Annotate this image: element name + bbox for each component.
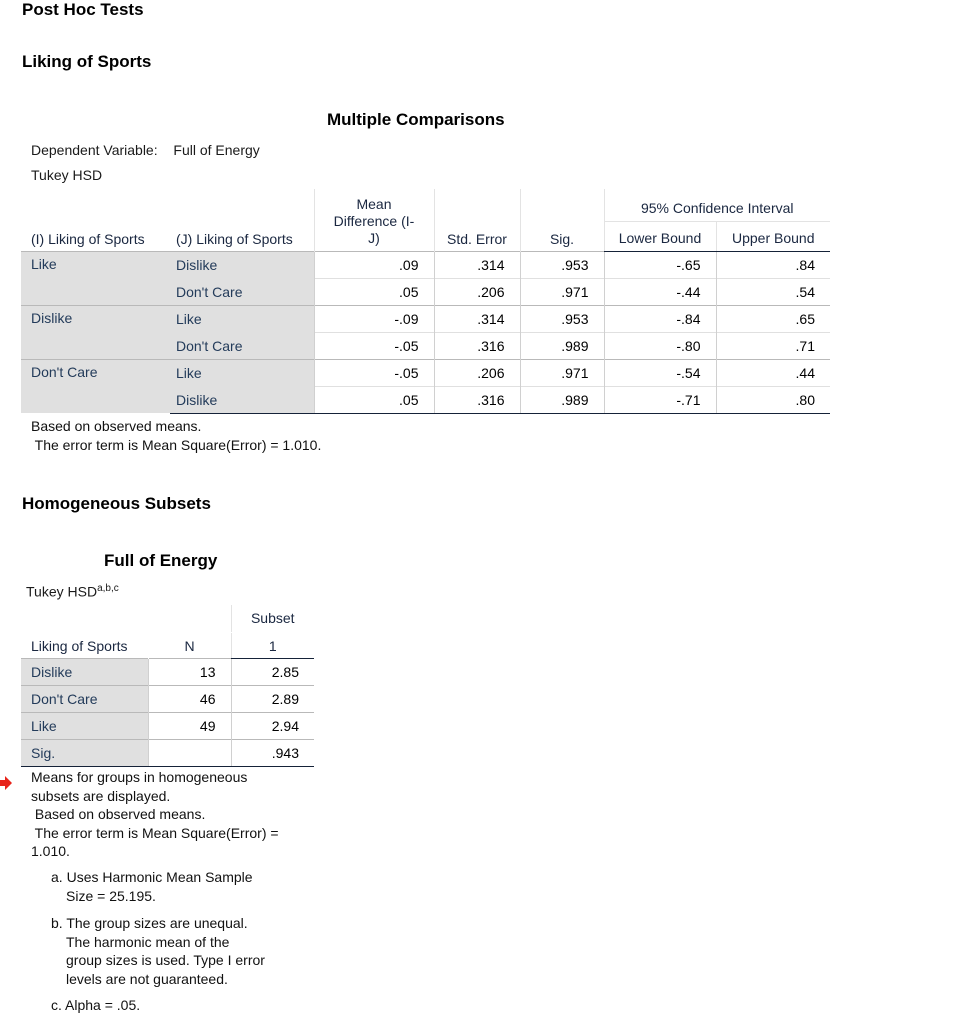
multiple-comparisons-table xyxy=(21,189,830,414)
hs-cell-n: 49 xyxy=(148,712,231,739)
table-row xyxy=(21,359,830,386)
col-subset-1: 1 xyxy=(231,632,314,658)
col-sig: Sig. xyxy=(520,189,604,251)
homogeneous-heading: Homogeneous Subsets xyxy=(22,494,211,513)
col-upper-bound: Upper Bound xyxy=(716,221,830,251)
row-j-label: Don't Care xyxy=(170,332,314,359)
footnote-a xyxy=(51,868,253,905)
col-j-liking: (J) Liking of Sports xyxy=(176,230,293,247)
table-row xyxy=(21,712,314,739)
row-j-label: Dislike xyxy=(170,386,314,413)
hs-cell-n: 13 xyxy=(148,658,231,685)
cell-std-error: .314 xyxy=(434,251,520,278)
mc-footnote-2: The error term is Mean Square(Error) = 1.010. xyxy=(31,437,322,453)
cell-upper: .71 xyxy=(716,332,830,359)
hs-cell-subset: .943 xyxy=(231,739,314,766)
post-hoc-heading: Post Hoc Tests xyxy=(22,0,144,19)
cell-lower: -.65 xyxy=(604,251,716,278)
row-j-label: Dislike xyxy=(170,251,314,278)
cell-lower: -.71 xyxy=(604,386,716,413)
cell-lower: -.80 xyxy=(604,332,716,359)
cell-std-error: .314 xyxy=(434,305,520,332)
footnote-line: The group sizes are unequal. xyxy=(66,915,248,931)
table-row xyxy=(21,739,314,766)
col-confidence-interval: 95% Confidence Interval xyxy=(604,189,830,221)
cell-lower: -.84 xyxy=(604,305,716,332)
row-j-label: Like xyxy=(170,359,314,386)
footnote-line: group sizes is used. Type I error xyxy=(66,952,265,968)
footnote-mark: a. xyxy=(51,869,63,885)
footnote-c xyxy=(51,996,140,1015)
cell-mean-diff: .05 xyxy=(314,386,434,413)
hs-cell-subset: 2.89 xyxy=(231,685,314,712)
cell-std-error: .206 xyxy=(434,359,520,386)
row-j-label: Don't Care xyxy=(170,278,314,305)
table-row xyxy=(21,305,830,332)
footnote-line: levels are not guaranteed. xyxy=(66,970,228,987)
full-of-energy-title: Full of Energy xyxy=(104,551,218,570)
col-group: Liking of Sports xyxy=(31,637,128,654)
cell-upper: .54 xyxy=(716,278,830,305)
hs-row-label: Dislike xyxy=(21,658,148,685)
hs-note-line: Based on observed means. xyxy=(31,806,206,822)
footnote-line: Alpha = .05. xyxy=(65,997,141,1013)
footnote-line: The harmonic mean of the xyxy=(66,933,230,950)
dependent-variable-value: Full of Energy xyxy=(173,142,260,158)
cell-sig: .953 xyxy=(520,251,604,278)
cell-upper: .84 xyxy=(716,251,830,278)
cell-lower: -.54 xyxy=(604,359,716,386)
cell-std-error: .316 xyxy=(434,386,520,413)
hs-note-line: 1.010. xyxy=(31,843,70,859)
homogeneous-subsets-table xyxy=(21,605,314,767)
cell-upper: .80 xyxy=(716,386,830,413)
table-row xyxy=(21,658,314,685)
cell-sig: .989 xyxy=(520,386,604,413)
cell-mean-diff: -.09 xyxy=(314,305,434,332)
row-i-label: Don't Care xyxy=(21,359,170,413)
cell-upper: .44 xyxy=(716,359,830,386)
row-i-label: Dislike xyxy=(21,305,170,359)
col-std-error: Std. Error xyxy=(434,189,520,251)
footnote-b xyxy=(51,914,265,988)
hs-cell-n: 46 xyxy=(148,685,231,712)
hs-row-label: Like xyxy=(21,712,148,739)
cell-sig: .971 xyxy=(520,359,604,386)
col-n: N xyxy=(148,605,231,658)
table-row xyxy=(21,685,314,712)
hs-cell-subset: 2.94 xyxy=(231,712,314,739)
footnote-line: Uses Harmonic Mean Sample xyxy=(66,869,253,885)
cell-sig: .953 xyxy=(520,305,604,332)
col-lower-bound: Lower Bound xyxy=(604,221,716,251)
hs-notes xyxy=(31,768,301,861)
cell-sig: .971 xyxy=(520,278,604,305)
mc-footnote-1: Based on observed means. xyxy=(31,418,202,434)
col-mean-difference: Mean Difference (I-J) xyxy=(314,189,434,251)
footnote-line: Size = 25.195. xyxy=(66,887,156,904)
cell-std-error: .316 xyxy=(434,332,520,359)
multiple-comparisons-title: Multiple Comparisons xyxy=(327,110,505,129)
footnote-mark: c. xyxy=(51,997,62,1013)
row-i-label: Like xyxy=(21,251,170,305)
hs-note-line: Means for groups in homogeneous xyxy=(31,769,248,785)
red-arrow-icon xyxy=(0,776,12,790)
hs-method-label: Tukey HSD xyxy=(26,583,98,600)
dependent-variable-label: Dependent Variable: xyxy=(31,142,158,158)
hs-cell-n xyxy=(148,739,231,766)
cell-upper: .65 xyxy=(716,305,830,332)
row-j-label: Like xyxy=(170,305,314,332)
liking-heading: Liking of Sports xyxy=(22,52,152,71)
table-row xyxy=(21,251,830,278)
footnote-mark: b. xyxy=(51,915,63,931)
hs-row-label: Sig. xyxy=(21,739,148,766)
cell-lower: -.44 xyxy=(604,278,716,305)
hs-note-line: subsets are displayed. xyxy=(31,787,171,804)
hs-note-line: The error term is Mean Square(Error) = xyxy=(31,824,279,841)
hs-method-sup: a,b,c xyxy=(97,583,119,594)
cell-mean-diff: -.05 xyxy=(314,332,434,359)
cell-std-error: .206 xyxy=(434,278,520,305)
cell-mean-diff: .05 xyxy=(314,278,434,305)
col-subset: Subset xyxy=(231,605,314,632)
col-i-liking: (I) Liking of Sports xyxy=(31,230,145,247)
cell-mean-diff: -.05 xyxy=(314,359,434,386)
dependent-variable-line xyxy=(31,142,260,158)
hs-row-label: Don't Care xyxy=(21,685,148,712)
hs-method xyxy=(26,583,119,600)
cell-mean-diff: .09 xyxy=(314,251,434,278)
mc-method: Tukey HSD xyxy=(31,167,103,183)
hs-cell-subset: 2.85 xyxy=(231,658,314,685)
cell-sig: .989 xyxy=(520,332,604,359)
